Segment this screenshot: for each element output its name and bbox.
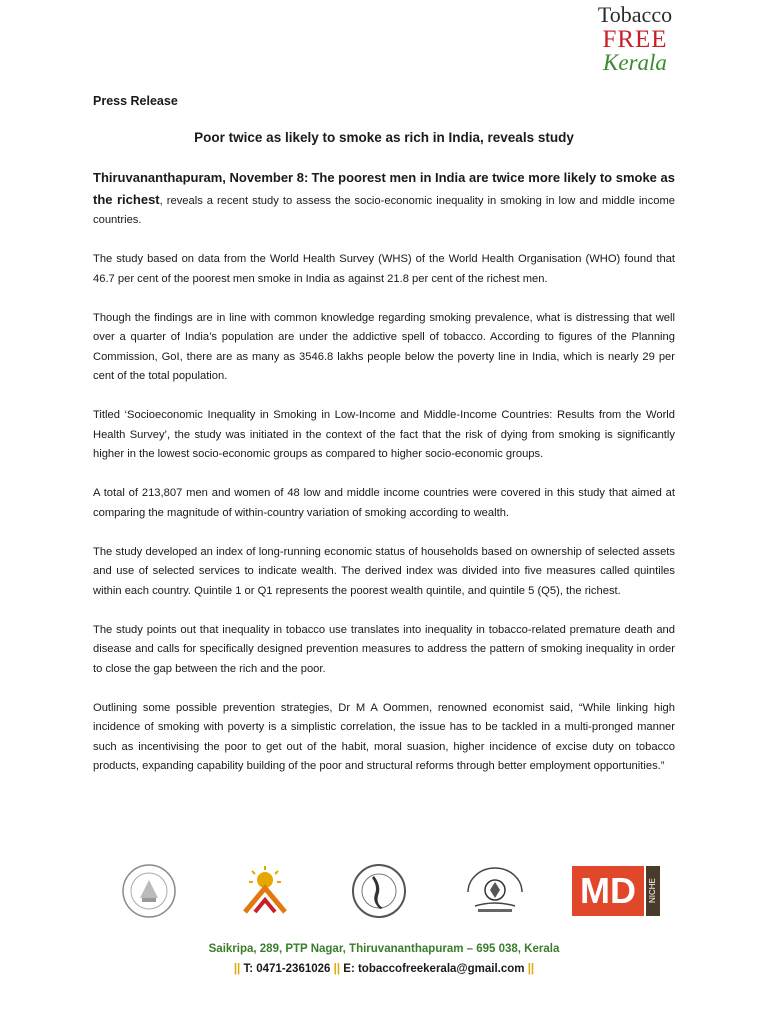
paragraph-4: A total of 213,807 men and women of 48 low and middle income countries were covered in this study that aimed at comparing the magnitude of within-country variation of smoking according to wealth. [93,487,675,519]
md-niche-logo [572,866,662,916]
phone-number: T: 0471-2361026 [243,963,331,975]
paragraph-5: The study developed an index of long-running economic status of households based on ownership of selected assets and use of selected services to indicate wealth. The derived index was divided into five measures called quintiles within each country. Quintile 1 or Q1 represents the poorest wealth quintile, and quintile 5 (Q5), the richest. [93,545,675,597]
tobacco-free-kerala-logo [590,4,680,74]
md-logo-main: MD [572,866,644,916]
separator: || [233,963,241,975]
footer-contact [0,963,768,975]
lead-paragraph [93,168,675,231]
paragraph-2: Though the findings are in line with common knowledge regarding smoking prevalence, what is distressing that well over a quarter of India’s population are under the addictive spell of tobacco. According to figures of the Planning Commission, GoI, there are as many as 3546.8 lakhs people below the poverty line in India, which is nearly 29 per cent of the total population. [93,311,675,382]
paragraph-7: Outlining some possible prevention strategies, Dr M A Oommen, renowned economist said, “While linking high incidence of smoking with poverty is a simplistic correlation, the issue has to be tackled in a multi-pronged manner such as incentivising the poor to get out of the habit, moral suasion, higher incidence of excise duty on tobacco products, expanding capability building of the poor and structural reforms through better employment opportunities.” [93,701,675,772]
lead-rest: , reveals a recent study to assess the socio-economic inequality in smoking in low and middle income countries. [93,194,676,226]
article-body [93,168,675,796]
lead-bold-text: The poorest men in India are twice more likely to smoke as the richest [93,170,675,207]
footer-address: Saikripa, 289, PTP Nagar, Thiruvananthapuram – 695 038, Kerala [208,943,560,955]
paragraph-1: The study based on data from the World Health Survey (WHS) of the World Health Organisation (WHO) found that 46.7 per cent of the poorest men smoke in India as against 21.8 per cent of the richest men. [93,253,675,285]
logo-line-kerala: Kerala [603,50,667,75]
paragraph-6: The study points out that inequality in tobacco use translates into inequality in tobacco-related premature death and disease and calls for specifically designed prevention measures to address the pattern of smoking inequality in order to close the gap between the rich and the poor. [93,623,675,675]
government-seal-icon [120,862,178,920]
partner-logos [100,862,670,922]
email-address[interactable]: E: tobaccofreekerala@gmail.com [343,963,525,975]
kerala-health-services-icon [350,862,408,920]
page-title: Poor twice as likely to smoke as rich in India, reveals study [194,130,574,145]
sun-triangle-logo-icon [235,862,295,922]
md-logo-side: NICHE [646,866,660,916]
paragraph-3: Titled ‘Socioeconomic Inequality in Smoking in Low-Income and Middle-Income Countries: Results from the World Health Survey’, the study was initiated in the context of the fact that the risk of dying from smoking is significantly higher in the lowest socio-economic groups as compared to higher socio-economic groups. [93,409,675,460]
lead-dateline: Thiruvananthapuram, November 8: [93,170,309,185]
malabar-cancer-centre-icon [460,862,530,920]
logo-line-free: FREE [602,26,668,53]
separator: || [333,963,341,975]
press-release-label: Press Release [93,94,178,108]
logo-line-tobacco: Tobacco [597,2,673,27]
separator: || [527,963,535,975]
